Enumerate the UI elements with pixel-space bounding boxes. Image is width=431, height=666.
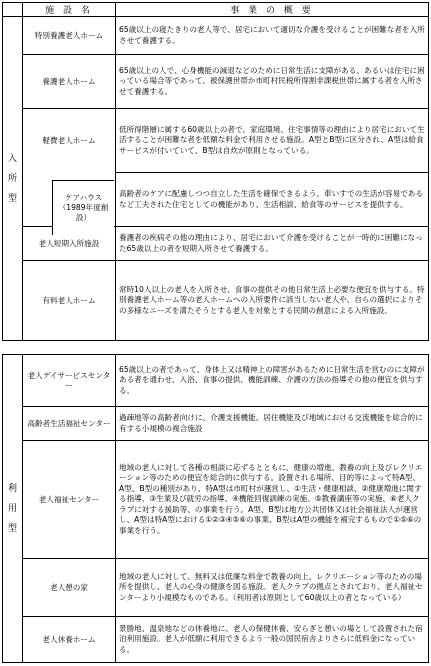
header-overview: 事 業 の 概 要 [116, 3, 429, 17]
facility-name: 高齢者生活福祉センター [23, 407, 116, 441]
facility-desc: 65歳以上の人で、心身機能の減退などのために日常生活に支障がある、あるいは住宅に困っている場合等であって、被保護世帯か市町村民税所得割非課税世帯に属する者を入所させて養護する。 [116, 55, 429, 109]
riyou-table [2, 354, 429, 663]
facility-desc: 低所得階層に属する60歳以上の者で、家庭環境、住宅事情等の理由により居宅において生活することが困難な者を低額な料金で利用させる施設。A型とB型に区分され、A型は給食サービスが付いていて、B型は自炊が原則となっている。 [116, 109, 429, 173]
facility-desc: 景勝地、温泉地などの休養地に、老人の保健休養、安らぎと憩いの場として設置された宿泊利用施設。老人が低額に利用できるよう一般の国民宿舎よりさらに低料金になっている。 [116, 617, 429, 663]
facility-desc: 養護者の疾病その他の理由により、居宅において介護を受けることが一時的に困難になった65歳以上の者を短期入所させて養護する。 [116, 227, 429, 261]
facility-name: 老人福祉センター [23, 441, 116, 559]
facility-name: 特別養護老人ホーム [23, 17, 116, 55]
facility-desc: 常時10人以上の老人を入所させ、食事の提供その他日常生活上必要な便宜を供与する。特別養護老人ホーム等の老人ホームへの入所要件に該当しない老人や、自らの選択によりその多様なニーズを満たそうとする老人を対象とする民間の創意による入所施設。 [116, 261, 429, 341]
facility-desc: 過疎地等の高齢者向けに、介護支援機能、居住機能及び地域における交流機能を総合的に有する小規模の複合施設 [116, 407, 429, 441]
facility-desc: 65歳以上の寝たきりの老人等で、居宅において適切な介護を受けることが困難な者を入所させて養護する。 [116, 17, 429, 55]
facility-name: 老人休養ホーム [23, 617, 116, 663]
header-facility-name: 施 設 名 [23, 3, 116, 17]
type-riyou: 利 用 型 [3, 355, 23, 663]
type-nyusho: 入 所 型 [3, 17, 23, 341]
facility-name: 軽費老人ホーム [42, 136, 96, 145]
carehouse-cell [52, 180, 114, 235]
facility-desc: 地域の老人に対して各種の相談に応ずるとともに、健康の増進、教養の向上及びレクリエーション等のための便宜を総合的に供与する。設置される場所、目的等によって特A型、A型、B型の種別があり、特A型は市町村が運営し、①生活・健康相談、②健康増進に関する指導、③生業及び就労の指導、④機能回復訓練の実施、⑤教養講座等の実施、⑥老人クラブに対する援助等、の事業を行う。A型、B型は地方公共団体又は社会福祉法人が運営し、A型は特A型における①②③④⑤⑥の事業、B型はA型の機能を補完するもので①⑤⑥の事業を行う。 [116, 441, 429, 559]
facility-name: 老人短期入所施設 [23, 227, 116, 261]
facility-desc-row [116, 173, 429, 227]
facility-desc: 地域の老人に対して、無料又は低廉な料金で教養の向上、レクリエーション等のための場所を提供し、老人の心身の健康を図る施設。老人クラブの拠点とされており、老人福祉センターより小規模なものである。（利用者は原則として60歳以上の者となっている） [116, 559, 429, 617]
nyusho-table [2, 2, 429, 341]
facility-name: 有料老人ホーム [23, 261, 116, 341]
facility-desc: 65歳以上の者であって、身体上又は精神上の障害があるために日常生活を営むのに支障がある者を通わせ、入浴、食事の提供、機能訓練、介護の方法の指導その他の便宜を供与する。 [116, 355, 429, 407]
facility-name: 老人デイサービスセンター [23, 355, 116, 407]
facility-name: 老人憩の家 [23, 559, 116, 617]
facility-name: ケアハウス（1989年度創設） [58, 193, 109, 222]
facility-name: 養護老人ホーム [23, 55, 116, 109]
facility-desc: 高齢者のケアに配慮しつつ自立した生活を確保できるよう、車いすでの生活が容易であるなど工夫された住宅としての機能があり、生活相談、給食等のサービスを提供する。 [119, 189, 423, 209]
